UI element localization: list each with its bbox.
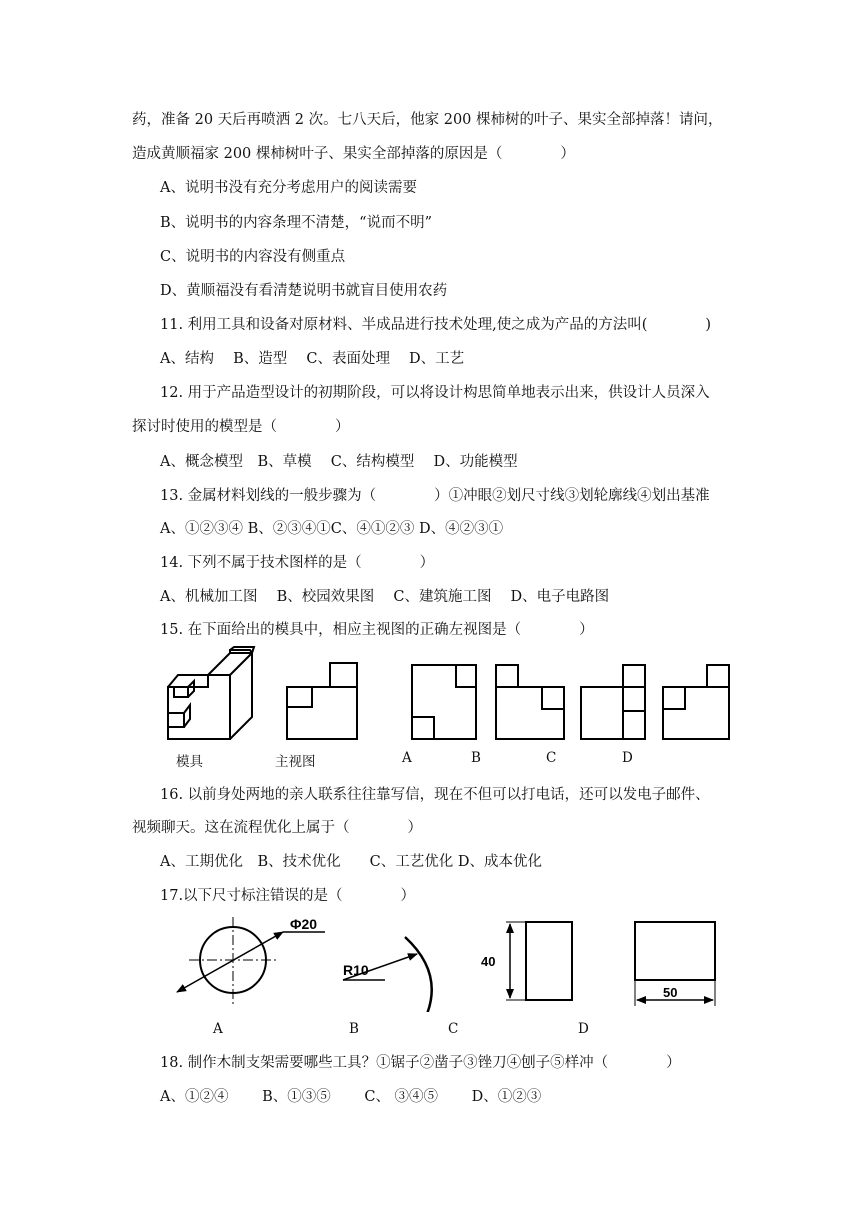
dim-label-r10: R10 bbox=[343, 962, 369, 978]
dim-label-40: 40 bbox=[481, 954, 496, 969]
q10-option-b: B、说明书的内容条理不清楚，“说而不明” bbox=[160, 215, 432, 231]
q16-options: A、工期优化 B、技术优化 C、工艺优化 D、成本优化 bbox=[160, 854, 542, 870]
q17-label-d: D bbox=[578, 1021, 589, 1037]
q10-cont-line-2: 造成黄顺福家 200 棵柿树叶子、果实全部掉落的原因是（ ） bbox=[132, 146, 575, 162]
q15-stem: 15. 在下面给出的模具中，相应主视图的正确左视图是（ ） bbox=[160, 622, 594, 638]
view-option-a bbox=[412, 665, 476, 739]
mold-isometric-drawing bbox=[168, 647, 254, 739]
q17-label-c: C bbox=[448, 1021, 459, 1037]
q14-stem: 14. 下列不属于技术图样的是（ ） bbox=[160, 555, 435, 571]
view-option-c bbox=[581, 665, 645, 739]
q15-label-a: A bbox=[402, 750, 412, 766]
q13-stem: 13. 金属材料划线的一般步骤为（ ）①冲眼②划尺寸线③划轮廓线④划出基准 bbox=[160, 488, 710, 504]
q11-stem: 11. 利用工具和设备对原材料、半成品进行技术处理,使之成为产品的方法叫( ) bbox=[160, 317, 712, 333]
main-view-drawing bbox=[287, 663, 357, 739]
q10-cont-line-1: 药，准备 20 天后再喷洒 2 次。七八天后，他家 200 棵柿树的叶子、果实全部掉落！请问， bbox=[132, 112, 723, 128]
q15-label-mold: 模具 bbox=[176, 754, 203, 770]
q16-stem-line-2: 视频聊天。这在流程优化上属于（ ） bbox=[132, 820, 422, 836]
q17-label-a: A bbox=[213, 1021, 223, 1037]
q17-figure bbox=[165, 912, 735, 1012]
q10-option-a: A、说明书没有充分考虑用户的阅读需要 bbox=[160, 180, 417, 196]
q15-label-c: C bbox=[546, 750, 557, 766]
q12-stem-line-1: 12. 用于产品造型设计的初期阶段，可以将设计构思简单地表示出来，供设计人员深入 bbox=[160, 385, 710, 401]
q18-options: A、①②④ B、①③⑤ C、 ③④⑤ D、①②③ bbox=[160, 1089, 542, 1105]
q16-stem-line-1: 16. 以前身处两地的亲人联系往往靠写信，现在不但可以打电话，还可以发电子邮件、 bbox=[160, 787, 710, 803]
view-option-b bbox=[496, 665, 564, 739]
q12-options: A、概念模型 B、草模 C、结构模型 D、功能模型 bbox=[160, 454, 518, 470]
q15-label-main-view: 主视图 bbox=[275, 754, 316, 770]
q15-label-d: D bbox=[622, 750, 633, 766]
dim-label-phi20: Φ20 bbox=[290, 916, 318, 932]
q17-label-b: B bbox=[349, 1021, 359, 1037]
dim-figure-c bbox=[506, 922, 572, 1000]
view-option-d bbox=[663, 665, 729, 739]
q18-stem: 18. 制作木制支架需要哪些工具？①锯子②凿子③锉刀④刨子⑤样冲（ ） bbox=[160, 1055, 681, 1071]
q15-label-b: B bbox=[471, 750, 481, 766]
q12-stem-line-2: 探讨时使用的模型是（ ） bbox=[132, 419, 350, 435]
q13-options: A、①②③④ B、②③④①C、④①②③ D、④②③① bbox=[160, 521, 504, 537]
q11-options: A、结构 B、造型 C、表面处理 D、工艺 bbox=[160, 351, 465, 367]
q10-option-d: D、黄顺福没有看清楚说明书就盲目使用农药 bbox=[160, 283, 448, 299]
q10-option-c: C、说明书的内容没有侧重点 bbox=[160, 249, 346, 265]
dim-label-50: 50 bbox=[663, 985, 678, 1000]
q17-stem: 17.以下尺寸标注错误的是（ ） bbox=[160, 888, 416, 904]
q15-figure bbox=[160, 645, 740, 745]
q14-options: A、机械加工图 B、校园效果图 C、建筑施工图 D、电子电路图 bbox=[160, 589, 610, 605]
